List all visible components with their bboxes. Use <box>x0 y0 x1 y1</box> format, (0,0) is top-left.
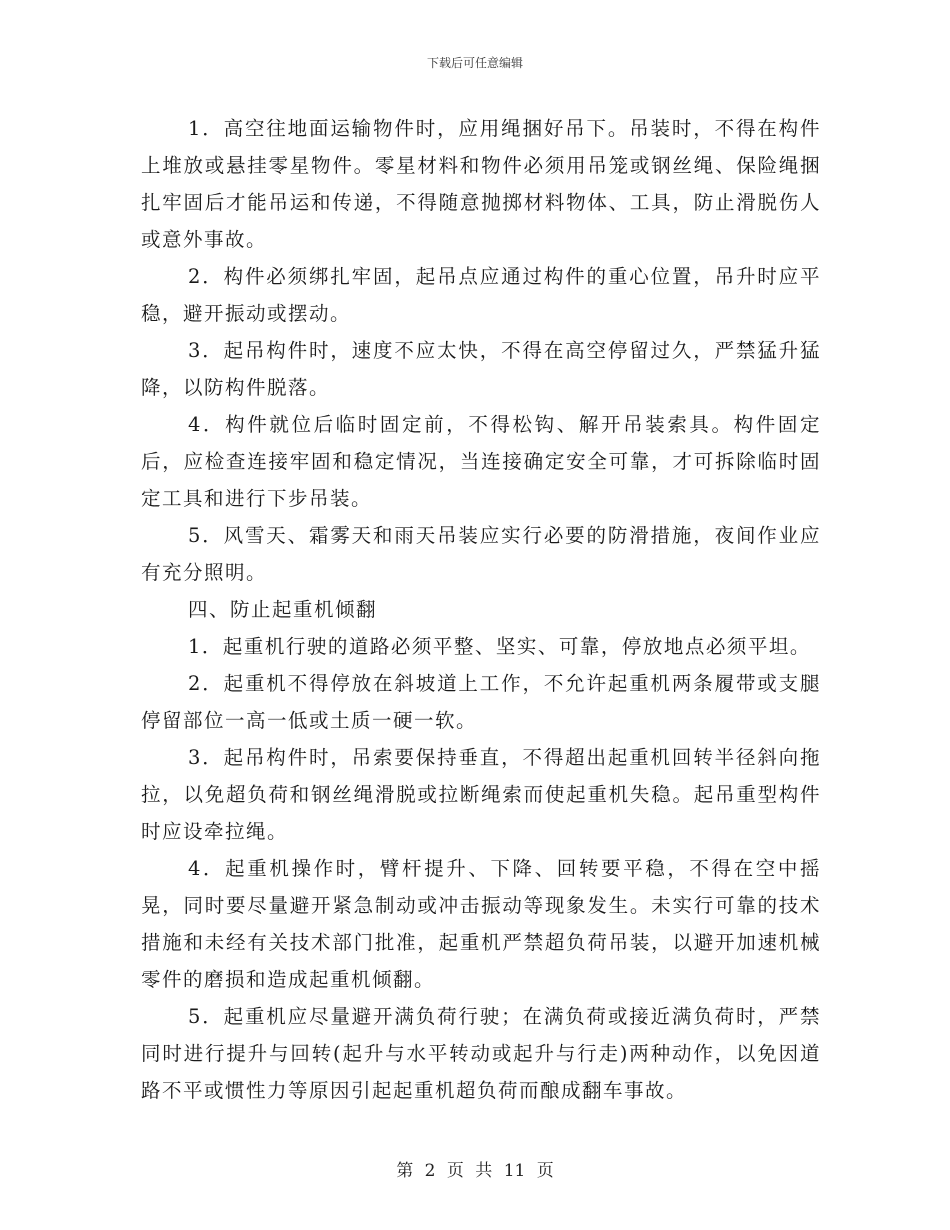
paragraph-10: 5．起重机应尽量避开满负荷行驶；在满负荷或接近满负荷时，严禁同时进行提升与回转(起升与水平转动或起升与行走)两种动作，以免因道路不平或惯性力等原因引起起重机超负荷而酿成翻车事故。 <box>141 1005 821 1102</box>
page-number-footer: 第 2 页 共 11 页 <box>396 1161 554 1181</box>
paragraph-4: 4．构件就位后临时固定前，不得松钩、解开吊装索具。构件固定后，应检查连接牢固和稳定情况，当连接确定安全可靠，才可拆除临时固定工具和进行下步吊装。 <box>141 413 821 510</box>
paragraph-7: 2．起重机不得停放在斜坡道上工作，不允许起重机两条履带或支腿停留部位一高一低或土质一硬一软。 <box>141 672 821 732</box>
paragraph-5: 5．风雪天、霜雾天和雨天吊装应实行必要的防滑措施，夜间作业应有充分照明。 <box>141 524 821 584</box>
paragraph-6: 1．起重机行驶的道路必须平整、坚实、可靠，停放地点必须平坦。 <box>188 635 811 658</box>
section-heading: 四、防止起重机倾翻 <box>188 598 378 621</box>
paragraph-1: 1．高空往地面运输物件时，应用绳捆好吊下。吊装时，不得在构件上堆放或悬挂零星物件。零星材料和物件必须用吊笼或钢丝绳、保险绳捆扎牢固后才能吊运和传递，不得随意抛掷材料物体、工具，防止滑脱伤人或意外事故。 <box>141 117 821 251</box>
paragraph-9: 4．起重机操作时，臂杆提升、下降、回转要平稳，不得在空中摇晃，同时要尽量避开紧急制动或冲击振动等现象发生。未实行可靠的技术措施和未经有关技术部门批准，起重机严禁超负荷吊装，以避开加速机械零件的磨损和造成起重机倾翻。 <box>141 857 821 991</box>
paragraph-3: 3．起吊构件时，速度不应太快，不得在高空停留过久，严禁猛升猛降，以防构件脱落。 <box>141 339 821 399</box>
paragraph-8: 3．起吊构件时，吊索要保持垂直，不得超出起重机回转半径斜向拖拉，以免超负荷和钢丝绳滑脱或拉断绳索而使起重机失稳。起吊重型构件时应设牵拉绳。 <box>141 746 821 843</box>
paragraph-2: 2．构件必须绑扎牢固，起吊点应通过构件的重心位置，吊升时应平稳，避开振动或摆动。 <box>141 265 821 325</box>
document-body <box>141 110 821 1109</box>
page-header: 下载后可任意编辑 <box>426 56 523 70</box>
